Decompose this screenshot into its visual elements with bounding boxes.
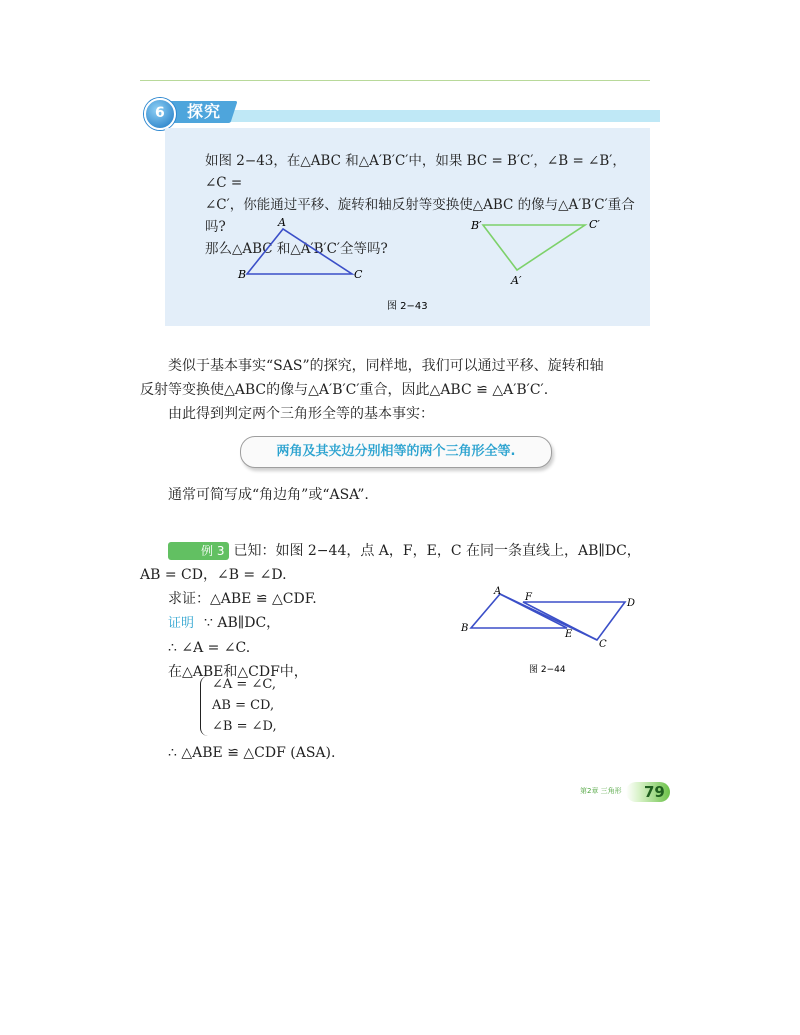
figure-2-43-caption: 图 2−43 — [387, 301, 428, 312]
proof-label: 证明 — [168, 616, 195, 631]
brace-condition-1: ∠A = ∠C, — [212, 677, 276, 692]
page-footer — [570, 782, 670, 802]
label-fig-a: A — [494, 586, 502, 597]
figure-2-43 — [165, 128, 650, 326]
page-number: 79 — [644, 783, 665, 801]
example-given-line2: AB = CD，∠B = ∠D. — [140, 567, 287, 583]
triangle-abc — [247, 229, 352, 274]
proof-conclusion: ∴ △ABE ≌ △CDF (ASA). — [168, 745, 336, 761]
proof-conclusion-block — [140, 741, 660, 765]
basic-fact-text: 两角及其夹边分别相等的两个三角形全等. — [276, 444, 516, 459]
label-c: C — [354, 268, 363, 281]
label-fig-e: E — [565, 629, 573, 640]
triangle-abc-prime — [483, 225, 585, 270]
section-title: 探究 — [186, 102, 221, 121]
para1-line1: 类似于基本事实“SAS”的探究，同样地，我们可以通过平移、旋转和轴 — [168, 358, 604, 374]
section-badge-icon — [144, 98, 176, 130]
label-fig-f: F — [525, 592, 532, 603]
chapter-label: 第2章 三角形 — [580, 787, 622, 795]
inquiry-line-2: ∠C′，你能通过平移、旋转和轴反射等变换使△ABC 的像与△A′B′C′重合吗? — [205, 197, 635, 235]
brace-condition-2: AB = CD, — [212, 698, 275, 713]
example-to-prove: 求证：△ABE ≌ △CDF. — [168, 591, 317, 607]
para2: 由此得到判定两个三角形全等的基本事实： — [168, 406, 434, 422]
body-paragraph-3 — [140, 483, 660, 507]
basic-fact-box — [240, 436, 552, 468]
label-b: B — [238, 268, 247, 281]
section-badge-number: 6 — [155, 105, 165, 121]
triangle-abe — [471, 594, 567, 628]
para1-line2: 反射等变换使△ABC的像与△A′B′C′重合，因此△ABC ≌ △A′B′C′. — [140, 382, 549, 398]
label-fig-b: B — [461, 623, 469, 634]
label-a: A — [278, 216, 286, 229]
label-b-prime: B′ — [471, 219, 482, 232]
brace-condition-3: ∠B = ∠D, — [212, 719, 277, 734]
inquiry-box — [165, 128, 650, 326]
proof-step-3: 在△ABE和△CDF中， — [168, 664, 308, 680]
top-divider — [140, 80, 650, 81]
inquiry-line-1: 如图 2−43，在△ABC 和△A′B′C′中，如果 BC = B′C′，∠B = ∠B′，∠C = — [205, 153, 626, 191]
brace-symbol — [200, 676, 209, 736]
example-given-line1 — [140, 539, 660, 563]
brace-conditions — [212, 674, 277, 737]
example-given-text: 已知：如图 2−44，点 A，F，E，C 在同一条直线上，AB∥DC， — [233, 543, 641, 559]
para3: 通常可简写成“角边角”或“ASA”. — [168, 487, 369, 503]
label-fig-d: D — [627, 598, 636, 609]
label-a-prime: A′ — [511, 274, 522, 287]
figure-2-44-caption: 图 2−44 — [529, 665, 566, 675]
proof-step-2: ∴ ∠A = ∠C. — [168, 640, 251, 656]
line-ac — [500, 594, 597, 640]
example-label: 例 3 — [168, 542, 229, 560]
triangle-cdf — [523, 602, 625, 640]
proof-step-1: ∵ AB∥DC， — [204, 615, 281, 631]
label-c-prime: C′ — [589, 218, 600, 231]
figure-2-44 — [455, 580, 655, 680]
header-band — [170, 110, 660, 122]
inquiry-line-3: 那么△ABC 和△A′B′C′全等吗? — [205, 241, 388, 257]
body-paragraph-1 — [140, 354, 660, 426]
section-header — [140, 96, 660, 128]
label-fig-c: C — [599, 639, 607, 650]
